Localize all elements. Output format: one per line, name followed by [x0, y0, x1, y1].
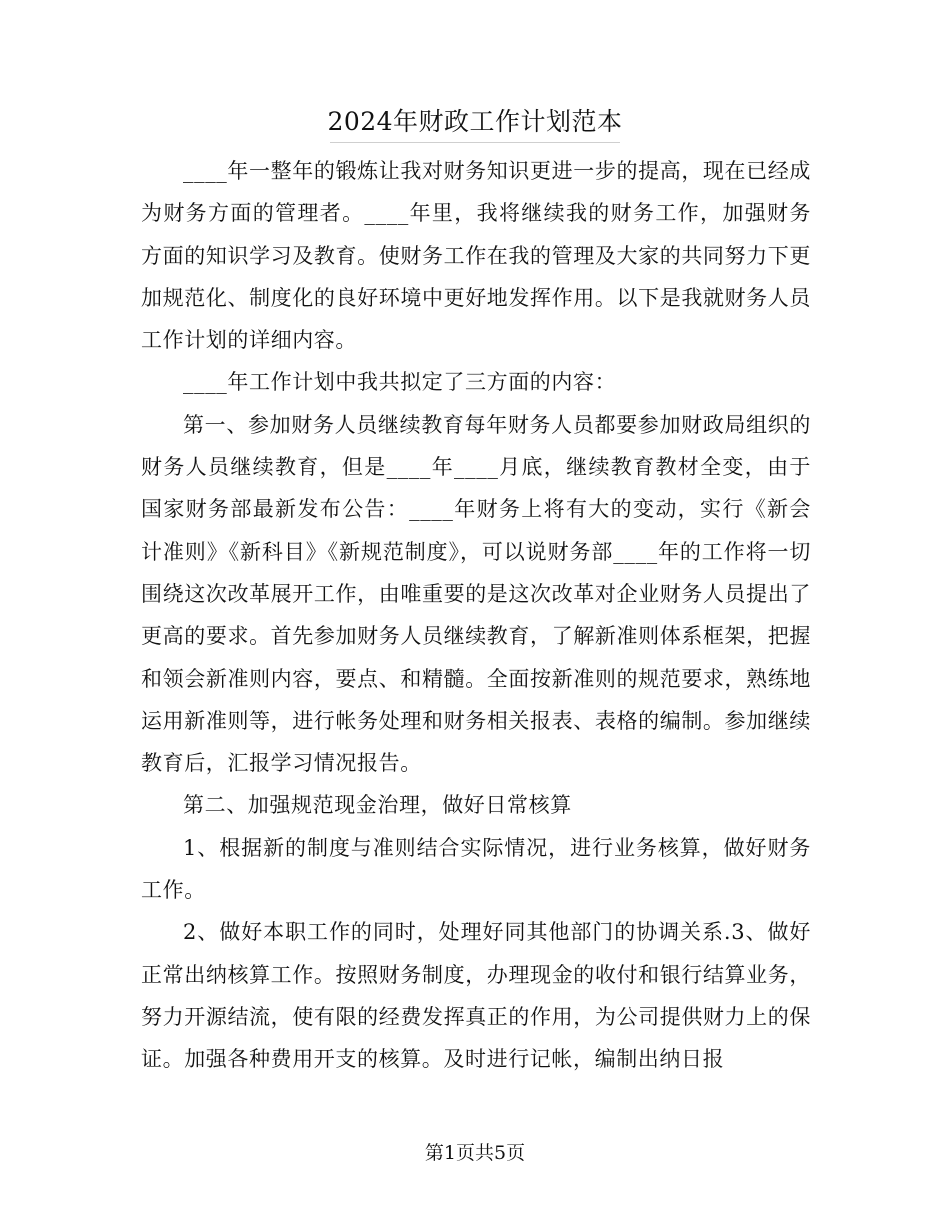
paragraph-intro: ____年一整年的锻炼让我对财务知识更进一步的提高，现在已经成为财务方面的管理者。____年里，我将继续我的财务工作，加强财务方面的知识学习及教育。使财务工作在我的管理及大家的共同努力下更加规范化、制度化的良好环境中更好地发挥作用。以下是我就财务人员工作计划的详细内容。	[141, 159, 811, 353]
document-title: 2024年财政工作计划范本	[327, 107, 623, 136]
paragraph-overview: ____年工作计划中我共拟定了三方面的内容：	[183, 370, 617, 395]
paragraph-section-2-heading: 第二、加强规范现金治理，做好日常核算	[183, 793, 572, 818]
page-number: 第1页共5页	[424, 1142, 526, 1164]
paragraph-item-2: 2、做好本职工作的同时，处理好同其他部门的协调关系.3、做好正常出纳核算工作。按照财务制度，办理现金的收付和银行结算业务，努力开源结流，使有限的经费发挥真正的作用，为公司提供财力上的保证。加强各种费用开支的核算。及时进行记帐，编制出纳日报	[141, 920, 811, 1072]
document-body	[141, 150, 811, 1081]
title-underline	[330, 142, 620, 143]
paragraph-section-1: 第一、参加财务人员继续教育每年财务人员都要参加财政局组织的财务人员继续教育，但是____年____月底，继续教育教材全变，由于国家财务部最新发布公告：____年财务上将有大的变动，实行《新会计准则》《新科目》《新规范制度》，可以说财务部____年的工作将一切围绕这次改革展开工作，由唯重要的是这次改革对企业财务人员提出了更高的要求。首先参加财务人员继续教育，了解新准则体系框架，把握和领会新准则内容，要点、和精髓。全面按新准则的规范要求，熟练地运用新准则等，进行帐务处理和财务相关报表、表格的编制。参加继续教育后，汇报学习情况报告。	[141, 412, 811, 776]
paragraph-item-1: 1、根据新的制度与准则结合实际情况，进行业务核算，做好财务工作。	[141, 835, 811, 903]
